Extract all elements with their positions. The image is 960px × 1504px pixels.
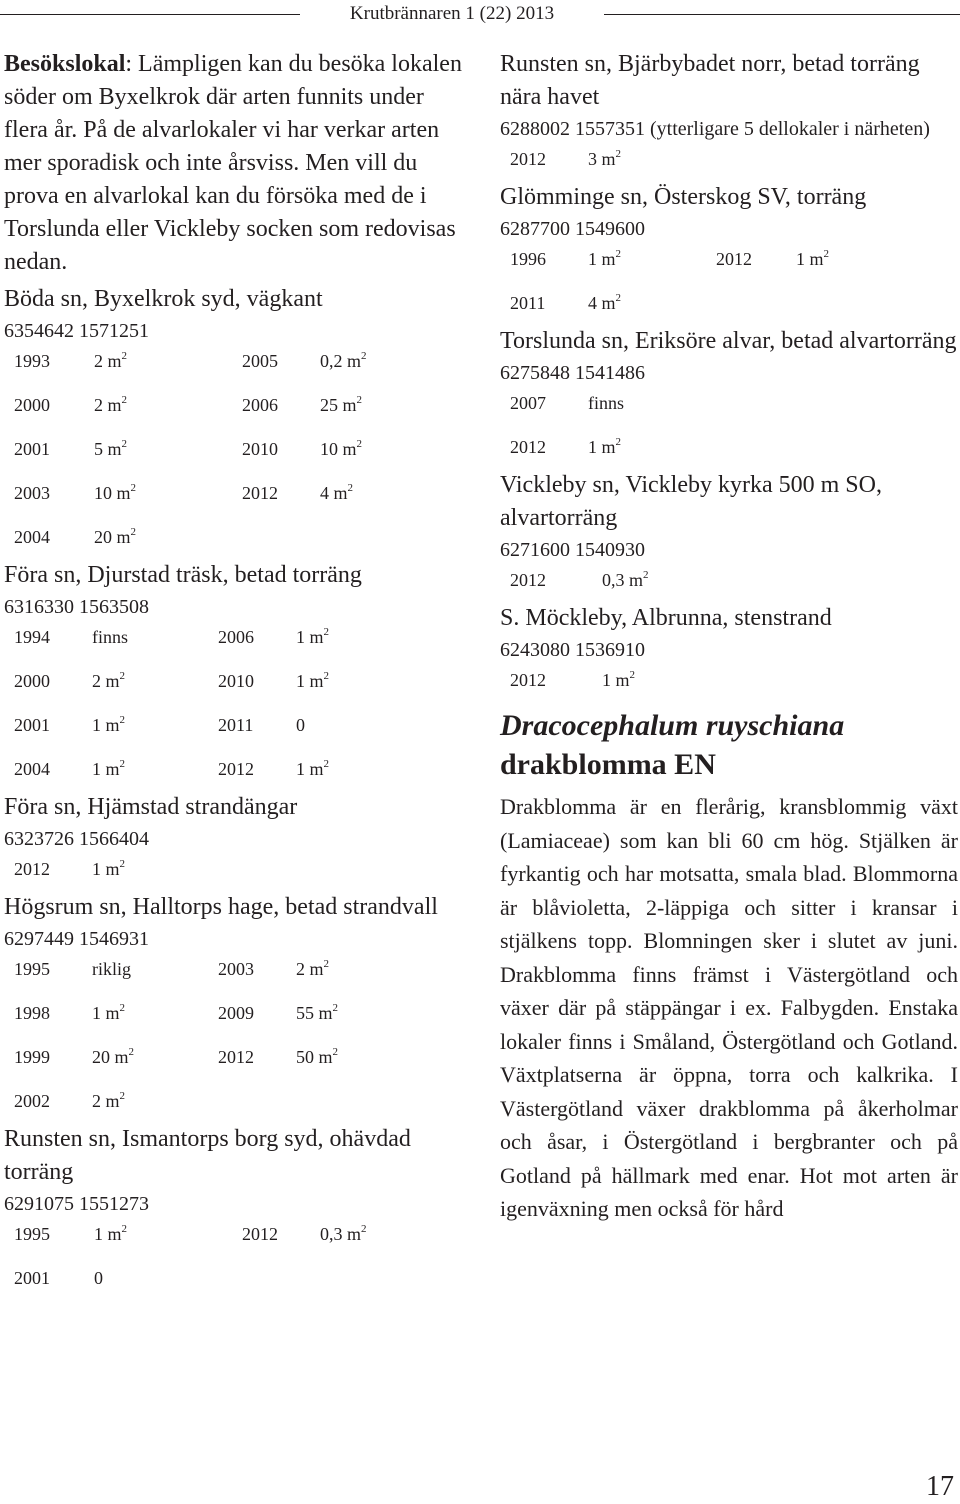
year-text: 2005 (242, 351, 278, 371)
observation-year (14, 1002, 92, 1025)
observation-row (14, 1090, 466, 1113)
year-text: 2000 (14, 395, 50, 415)
square-superscript: 2 (615, 248, 622, 260)
observation-year (14, 958, 92, 981)
observation-year (14, 858, 92, 881)
observation-year (218, 1046, 296, 1069)
observation-table (4, 626, 466, 781)
locality-name: Högsrum sn, Halltorps hage, betad strandvall (4, 894, 438, 920)
observation-year (14, 394, 94, 417)
observation-year (14, 758, 92, 781)
observation-row (510, 436, 958, 459)
amount-text: 1 m (296, 671, 324, 691)
square-superscript: 2 (121, 350, 128, 362)
locality-name: Torslunda sn, Eriksöre alvar, betad alvartorräng (500, 328, 957, 354)
square-superscript: 2 (119, 714, 126, 726)
left-locality-list (4, 283, 466, 1290)
locality-name: Föra sn, Djurstad träsk, betad torräng (4, 562, 362, 588)
year-text: 2012 (510, 570, 546, 590)
square-superscript: 2 (332, 1002, 339, 1014)
observation-table (4, 1223, 466, 1290)
right-column (500, 48, 958, 1226)
observation-row (14, 858, 466, 881)
amount-text: finns (92, 627, 128, 647)
year-text: 2000 (14, 671, 50, 691)
locality-name: Föra sn, Hjämstad strandängar (4, 794, 298, 820)
amount-text: 0 (296, 715, 305, 735)
observation-amount (92, 626, 218, 649)
locality-name: Runsten sn, Bjärbybadet norr, betad torräng nära havet (500, 51, 920, 110)
locality-name: Vickleby sn, Vickleby kyrka 500 m SO, alvartorräng (500, 472, 882, 531)
square-superscript: 2 (128, 1046, 135, 1058)
locality-coordinates: 6316330 1563508 (4, 596, 149, 618)
observation-amount (92, 670, 218, 693)
observation-amount (588, 248, 716, 271)
header-rule-right (574, 14, 960, 15)
observation-amount (94, 350, 242, 373)
amount-text: 4 m (320, 483, 348, 503)
amount-text: 4 m (588, 293, 616, 313)
square-superscript: 2 (347, 482, 354, 494)
amount-text: 1 m (92, 759, 120, 779)
amount-text: 10 m (94, 483, 131, 503)
locality-coordinates: 6243080 1536910 (500, 639, 645, 661)
observation-year (14, 670, 92, 693)
observation-year (218, 1002, 296, 1025)
amount-text: 2 m (92, 671, 120, 691)
square-superscript: 2 (332, 1046, 339, 1058)
year-text: 2006 (242, 395, 278, 415)
square-superscript: 2 (119, 1002, 126, 1014)
intro-paragraph (4, 48, 466, 279)
square-superscript: 2 (323, 958, 330, 970)
observation-amount (296, 1046, 416, 1069)
observation-table (500, 392, 958, 459)
amount-text: 50 m (296, 1047, 333, 1067)
year-text: 2003 (218, 959, 254, 979)
observation-amount (92, 858, 218, 881)
observation-amount (602, 669, 730, 692)
observation-row (14, 394, 466, 417)
observation-year (242, 482, 320, 505)
year-text: 1998 (14, 1003, 50, 1023)
observation-row (14, 1046, 466, 1069)
intro-label: Besökslokal (4, 51, 126, 77)
year-text: 2011 (510, 293, 546, 313)
year-text: 2012 (510, 670, 546, 690)
observation-row (14, 1223, 466, 1246)
amount-text: 10 m (320, 439, 357, 459)
observation-year (14, 1046, 92, 1069)
observation-year (510, 669, 602, 692)
observation-year (510, 436, 588, 459)
observation-year (14, 438, 94, 461)
observation-amount (296, 958, 416, 981)
observation-amount (94, 1223, 242, 1246)
year-text: 2010 (242, 439, 278, 459)
amount-text: 1 m (588, 437, 616, 457)
amount-text: 1 m (92, 859, 120, 879)
observation-amount (796, 248, 916, 271)
observation-table (4, 350, 466, 549)
observation-year (14, 482, 94, 505)
left-column (4, 48, 466, 1300)
locality-name: Glömminge sn, Österskog SV, torräng (500, 184, 867, 210)
year-text: 2004 (14, 759, 50, 779)
year-text: 2002 (14, 1091, 50, 1111)
amount-text: 0 (94, 1268, 103, 1288)
observation-row (14, 350, 466, 373)
locality-coordinates: 6288002 1557351 (ytterligare 5 dellokaler i närheten) (500, 118, 930, 140)
square-superscript: 2 (119, 670, 126, 682)
observation-amount (94, 526, 242, 549)
amount-text: 1 m (296, 759, 324, 779)
observation-year (510, 392, 588, 415)
locality-coordinates: 6354642 1571251 (4, 320, 149, 342)
square-superscript: 2 (323, 758, 330, 770)
observation-amount (588, 292, 716, 315)
year-text: 2007 (510, 393, 546, 413)
locality-name: Runsten sn, Ismantorps borg syd, ohävdad torräng (4, 1126, 411, 1185)
year-text: 2012 (716, 249, 752, 269)
observation-amount (602, 569, 730, 592)
locality-coordinates: 6297449 1546931 (4, 928, 149, 950)
year-text: 2001 (14, 1268, 50, 1288)
observation-row (510, 148, 958, 171)
observation-table (500, 248, 958, 315)
observation-table (500, 669, 958, 692)
square-superscript: 2 (121, 394, 128, 406)
observation-amount (588, 148, 716, 171)
square-superscript: 2 (119, 758, 126, 770)
square-superscript: 2 (121, 1223, 128, 1235)
species-heading (500, 706, 958, 784)
square-superscript: 2 (323, 626, 330, 638)
amount-text: finns (588, 393, 624, 413)
observation-year (14, 1267, 94, 1290)
square-superscript: 2 (121, 438, 128, 450)
year-text: 2011 (218, 715, 254, 735)
observation-row (14, 438, 466, 461)
amount-text: 20 m (94, 527, 131, 547)
amount-text: 1 m (94, 1224, 122, 1244)
observation-year (218, 958, 296, 981)
observation-year (14, 1090, 92, 1113)
square-superscript: 2 (361, 1223, 367, 1235)
intro-text: : Lämpligen kan du besöka lokalen söder om Byxelkrok där arten funnits under flera år. På de alvarlokaler vi har verkar arten mer sporadisk och inte årsviss. Men vill du prova en alvarlokal kan du försöka med de i Torslunda eller Vickleby socken som redovisas nedan. (4, 51, 462, 275)
amount-text: 1 m (796, 249, 824, 269)
year-text: 1993 (14, 351, 50, 371)
observation-amount (320, 394, 440, 417)
observation-row (14, 1002, 466, 1025)
observation-row (14, 670, 466, 693)
observation-year (14, 350, 94, 373)
year-text: 2012 (218, 759, 254, 779)
observation-amount (296, 758, 416, 781)
square-superscript: 2 (361, 350, 367, 362)
observation-year (218, 670, 296, 693)
right-locality-list (500, 48, 958, 692)
observation-year (218, 626, 296, 649)
observation-amount (296, 714, 416, 737)
observation-amount (320, 482, 440, 505)
amount-text: 2 m (94, 351, 122, 371)
observation-year (14, 626, 92, 649)
observation-amount (320, 1223, 440, 1246)
square-superscript: 2 (615, 436, 622, 448)
amount-text: 1 m (92, 715, 120, 735)
observation-table (500, 569, 958, 592)
amount-text: 0,3 m (602, 570, 644, 590)
amount-text: 55 m (296, 1003, 333, 1023)
observation-row (510, 292, 958, 315)
square-superscript: 2 (629, 669, 636, 681)
observation-amount (92, 1002, 218, 1025)
amount-text: 2 m (296, 959, 324, 979)
amount-text: 2 m (94, 395, 122, 415)
observation-row (14, 1267, 466, 1290)
square-superscript: 2 (119, 858, 126, 870)
year-text: 2004 (14, 527, 50, 547)
journal-header: Krutbrännaren 1 (22) 2013 (300, 2, 604, 26)
observation-year (510, 569, 602, 592)
observation-table (4, 958, 466, 1113)
year-text: 2012 (14, 859, 50, 879)
year-text: 1996 (510, 249, 546, 269)
observation-year (510, 248, 588, 271)
observation-row (510, 248, 958, 271)
observation-year (242, 394, 320, 417)
amount-text: 20 m (92, 1047, 129, 1067)
observation-year (716, 248, 796, 271)
observation-amount (588, 436, 716, 459)
observation-amount (296, 626, 416, 649)
year-text: 2012 (218, 1047, 254, 1067)
observation-amount (92, 1046, 218, 1069)
observation-row (14, 626, 466, 649)
year-text: 2003 (14, 483, 50, 503)
observation-amount (296, 670, 416, 693)
observation-year (14, 714, 92, 737)
locality-coordinates: 6323726 1566404 (4, 828, 149, 850)
year-text: 1999 (14, 1047, 50, 1067)
year-text: 2010 (218, 671, 254, 691)
observation-year (242, 438, 320, 461)
observation-year (242, 350, 320, 373)
observation-amount (94, 394, 242, 417)
locality-coordinates: 6291075 1551273 (4, 1193, 149, 1215)
year-text: 1995 (14, 1224, 50, 1244)
observation-amount (94, 482, 242, 505)
observation-row (510, 569, 958, 592)
observation-row (510, 392, 958, 415)
locality-coordinates: 6271600 1540930 (500, 539, 645, 561)
observation-row (14, 526, 466, 549)
observation-row (14, 714, 466, 737)
observation-amount (296, 1002, 416, 1025)
year-text: 2012 (510, 437, 546, 457)
observation-year (218, 758, 296, 781)
observation-year (242, 1223, 320, 1246)
observation-row (14, 958, 466, 981)
square-superscript: 2 (356, 394, 363, 406)
locality-coordinates: 6275848 1541486 (500, 362, 645, 384)
observation-amount (320, 438, 440, 461)
locality-coordinates: 6287700 1549600 (500, 218, 645, 240)
square-superscript: 2 (615, 148, 622, 160)
observation-row (14, 758, 466, 781)
header-rule-left (0, 14, 330, 15)
observation-year (510, 148, 588, 171)
observation-amount (320, 350, 440, 373)
amount-text: 0,3 m (320, 1224, 362, 1244)
species-description: Drakblomma är en flerårig, kransblommig växt (Lamiaceae) som kan bli 60 cm hög. Stjälken är fyrkantig och har motsatta, smala blad. Blommorna är blåvioletta, 2-läppiga och sitter i kransar i stjälkens topp. Blomningen sker i slutet av juni. Drakblomma finns främst i Västergötland och växer där på stäppängar i ex. Falbygden. Enstaka lokaler finns i Småland, Östergötland och Gotland. Växtplatserna är öppna, torra och kalkrika. I Västergötland växer drakblomma på åkerholmar och åsar, i Östergötland i bergbranter och på Gotland på hällmark med enar. Hot mot arten är igenväxning men också för hård (500, 794, 958, 1221)
year-text: 1995 (14, 959, 50, 979)
year-text: 2009 (218, 1003, 254, 1023)
observation-amount (92, 1090, 218, 1113)
square-superscript: 2 (823, 248, 830, 260)
observation-row (14, 482, 466, 505)
year-text: 2001 (14, 715, 50, 735)
observation-table (500, 148, 958, 171)
observation-amount (92, 758, 218, 781)
observation-amount (94, 1267, 242, 1290)
locality-name: S. Möckleby, Albrunna, stenstrand (500, 605, 832, 631)
observation-year (510, 292, 588, 315)
observation-amount (92, 958, 218, 981)
observation-table (4, 858, 466, 881)
year-text: 2001 (14, 439, 50, 459)
amount-text: 1 m (296, 627, 324, 647)
observation-year (14, 1223, 94, 1246)
square-superscript: 2 (356, 438, 363, 450)
square-superscript: 2 (130, 526, 137, 538)
observation-year (218, 714, 296, 737)
amount-text: riklig (92, 959, 131, 979)
page-number: 17 (926, 1471, 954, 1502)
amount-text: 0,2 m (320, 351, 362, 371)
year-text: 2012 (242, 1224, 278, 1244)
observation-amount (92, 714, 218, 737)
observation-amount (94, 438, 242, 461)
amount-text: 1 m (588, 249, 616, 269)
year-text: 2012 (242, 483, 278, 503)
square-superscript: 2 (615, 292, 622, 304)
square-superscript: 2 (119, 1090, 126, 1102)
amount-text: 1 m (602, 670, 630, 690)
species-latin-name: Dracocephalum ruyschiana (500, 709, 845, 742)
species-common-name: drakblomma EN (500, 748, 716, 781)
amount-text: 2 m (92, 1091, 120, 1111)
square-superscript: 2 (643, 569, 649, 581)
observation-year (14, 526, 94, 549)
amount-text: 25 m (320, 395, 357, 415)
observation-amount (588, 392, 716, 415)
year-text: 2012 (510, 149, 546, 169)
observation-row (510, 669, 958, 692)
amount-text: 1 m (92, 1003, 120, 1023)
amount-text: 3 m (588, 149, 616, 169)
amount-text: 5 m (94, 439, 122, 459)
square-superscript: 2 (323, 670, 330, 682)
year-text: 2006 (218, 627, 254, 647)
square-superscript: 2 (130, 482, 137, 494)
locality-name: Böda sn, Byxelkrok syd, vägkant (4, 286, 323, 312)
year-text: 1994 (14, 627, 50, 647)
